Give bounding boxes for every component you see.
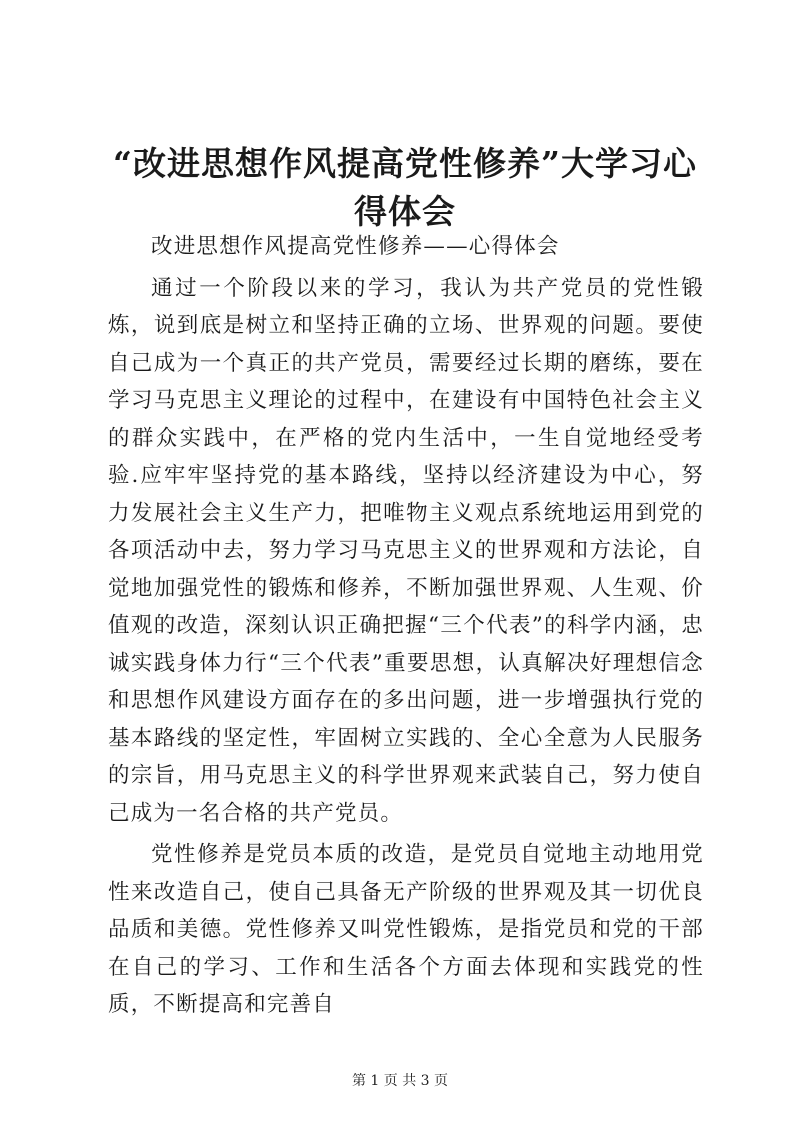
paragraph-1: 通过一个阶段以来的学习，我认为共产党员的党性锻炼，说到底是树立和坚持正确的立场、世界观的问题。要使自己成为一个真正的共产党员，需要经过长期的磨练，要在学习马克思主义理论的过程中，在建设有中国特色社会主义的群众实践中，在严格的党内生活中，一生自觉地经受考验.应牢牢坚持党的基本路线，坚持以经济建设为中心，努力发展社会主义生产力，把唯物主义观点系统地运用到党的各项活动中去，努力学习马克思主义的世界观和方法论，自觉地加强党性的锻炼和修养，不断加强世界观、人生观、价值观的改造，深刻认识正确把握“三个代表”的科学内涵，忠诚实践身体力行“三个代表”重要思想，认真解决好理想信念和思想作风建设方面存在的多出问题，进一步增强执行党的基本路线的坚定性，牢固树立实践的、全心全意为人民服务的宗旨，用马克思主义的科学世界观来武装自己，努力使自己成为一名合格的共产党员。 [108, 275, 704, 826]
document-body [108, 228, 704, 1024]
paragraph-2: 党性修养是党员本质的改造，是党员自觉地主动地用党性来改造自己，使自己具备无产阶级的世界观及其一切优良品质和美德。党性修养又叫党性锻炼，是指党员和党的干部在自己的学习、工作和生活各个方面去体现和实践党的性质，不断提高和完善自 [108, 842, 704, 1017]
document-subtitle: 改进思想作风提高党性修养——心得体会 [151, 234, 560, 259]
page-footer: 第 1 页 共 3 页 [351, 1073, 449, 1089]
document-title: “改进思想作风提高党性修养”大学习心得体会 [113, 144, 697, 231]
